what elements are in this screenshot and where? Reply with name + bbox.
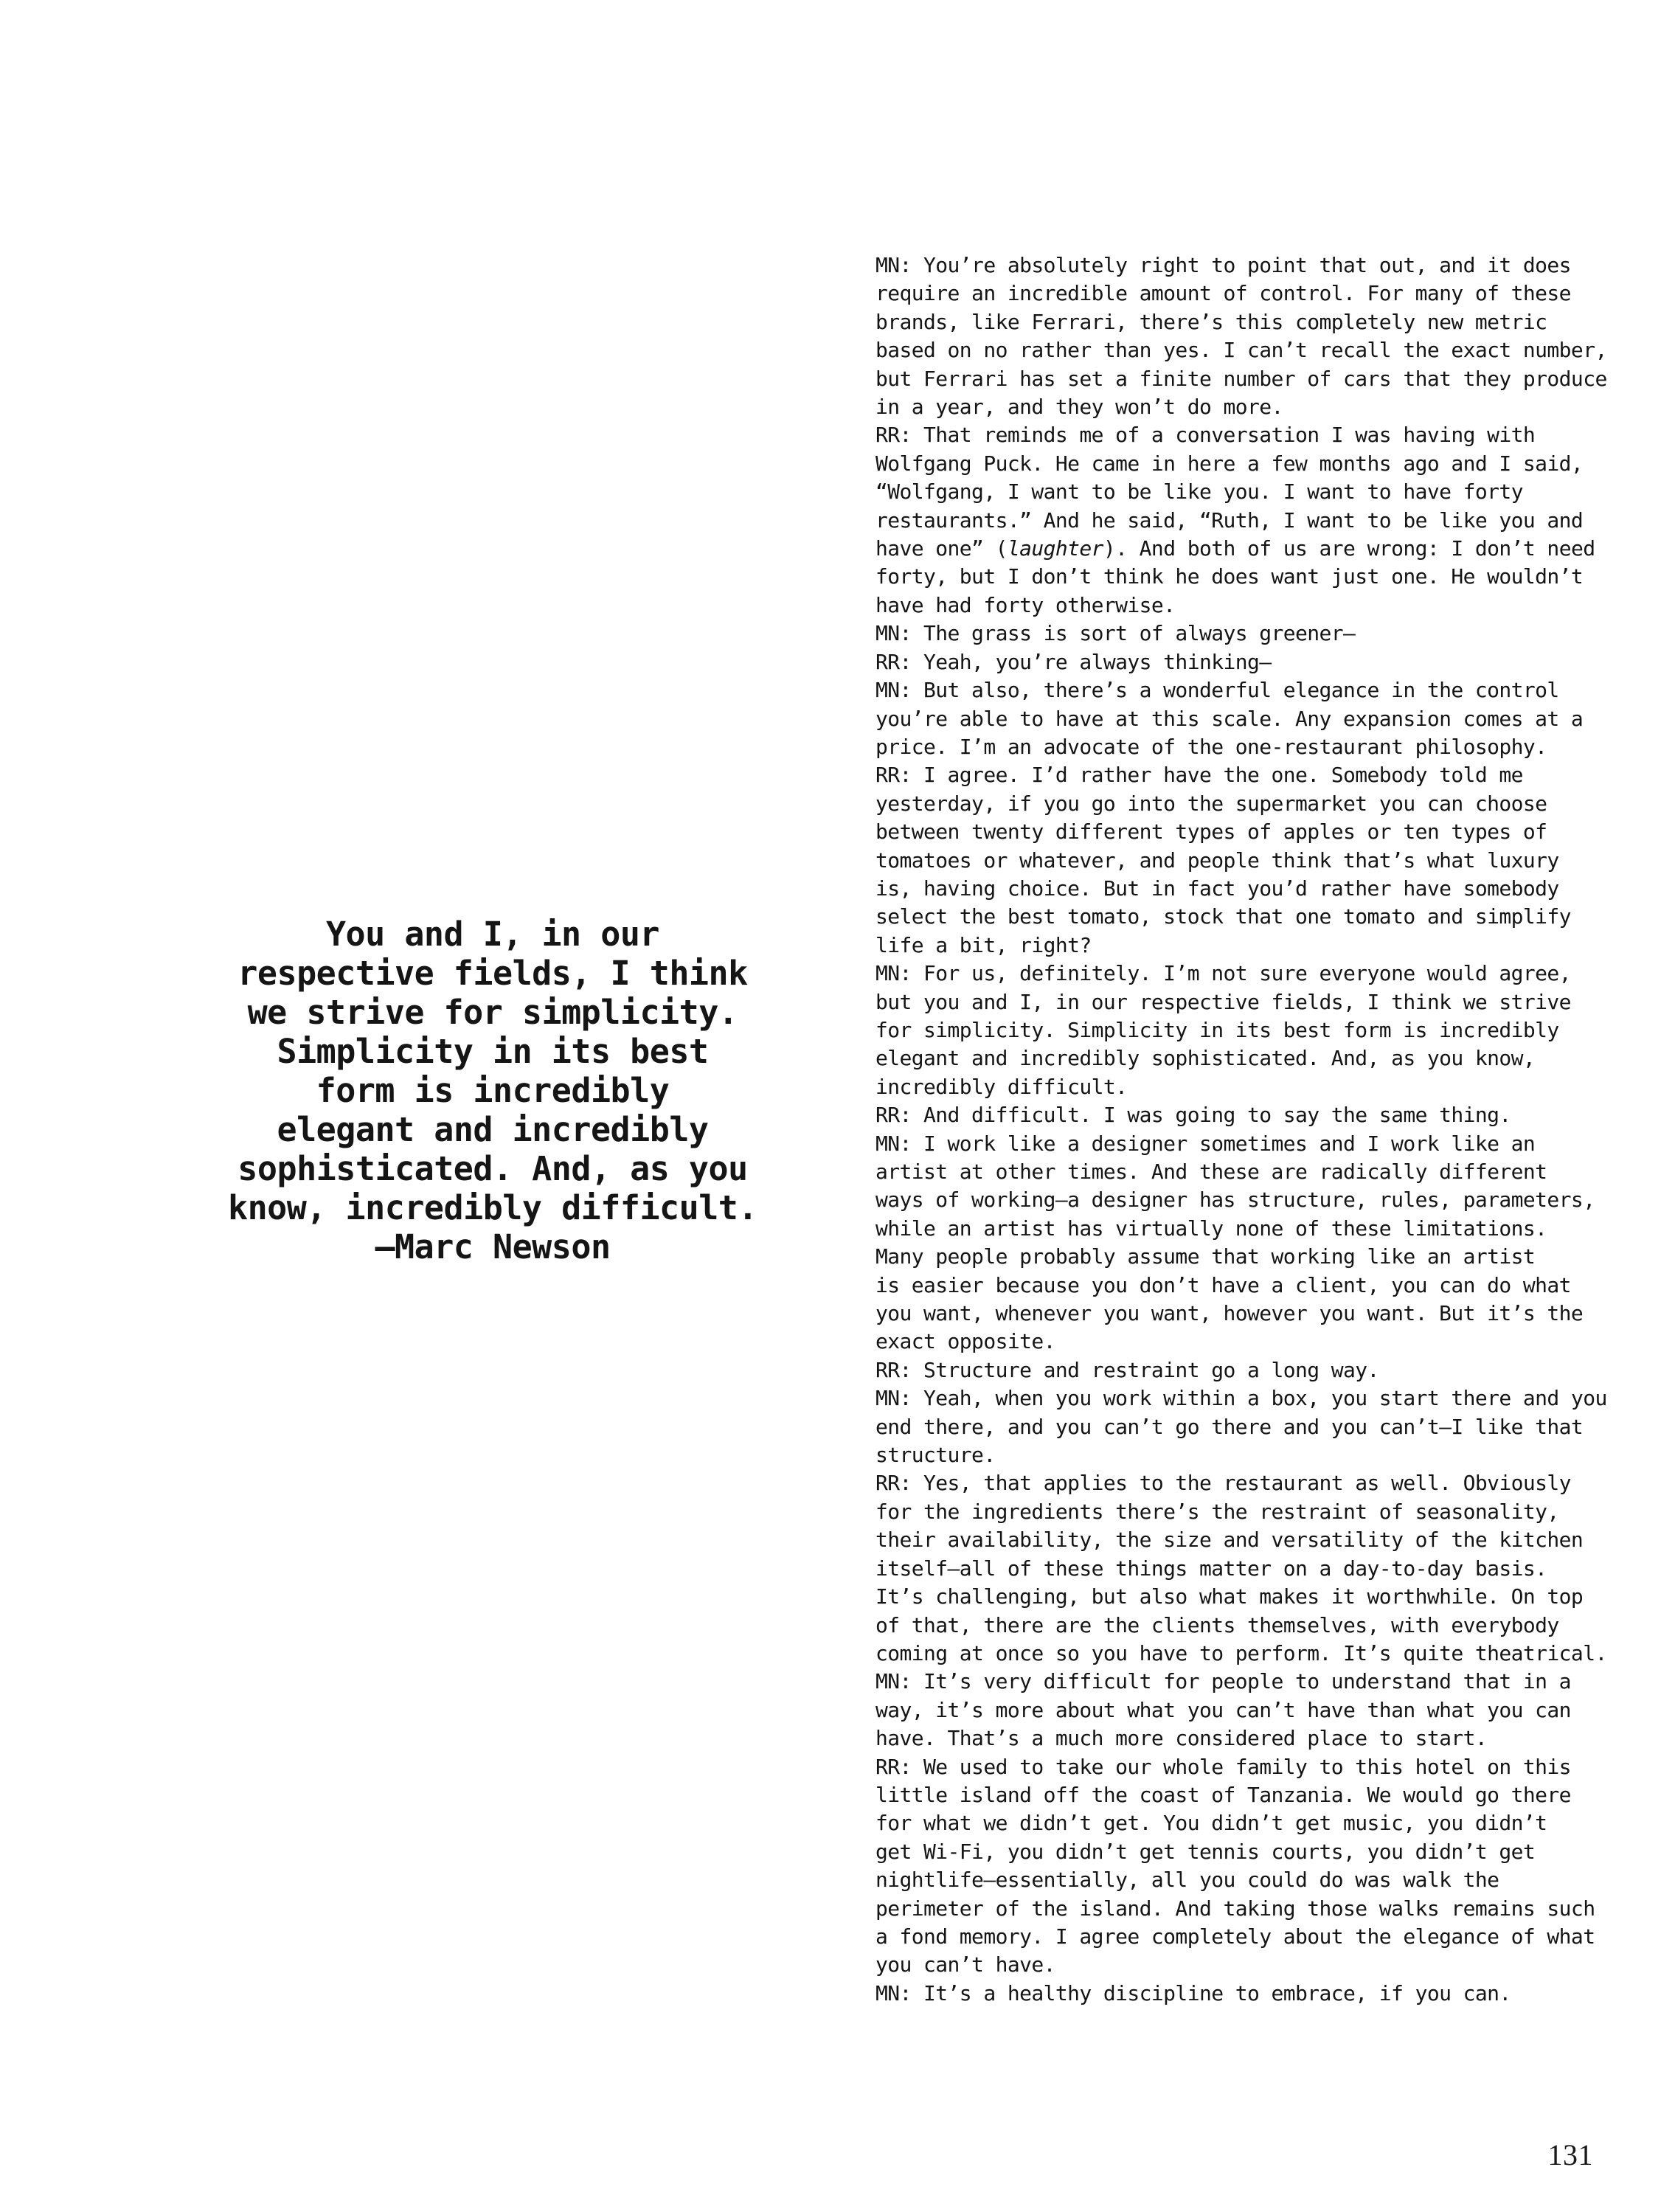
pull-quote-line: sophisticated. And, as you [237, 1149, 748, 1188]
interview-line: little island off the coast of Tanzania. We would go there [875, 1782, 1571, 1807]
interview-text [875, 252, 1623, 2008]
interview-line: select the best tomato, stock that one tomato and simplify [875, 904, 1571, 929]
interview-line: you can’t have. [875, 1952, 1055, 1977]
interview-line: MN: The grass is sort of always greener— [875, 621, 1356, 646]
interview-line: for simplicity. Simplicity in its best form is incredibly [875, 1017, 1559, 1042]
interview-line: RR: And difficult. I was going to say the same thing. [875, 1103, 1511, 1128]
interview-line: of that, there are the clients themselves, with everybody [875, 1612, 1559, 1637]
interview-line: have. That’s a much more considered place to start. [875, 1726, 1488, 1751]
interview-line: RR: Yes, that applies to the restaurant as well. Obviously [875, 1471, 1571, 1496]
interview-line: itself—all of these things matter on a day-to-day basis. [875, 1556, 1547, 1581]
interview-line: artist at other times. And these are radically different [875, 1159, 1547, 1184]
interview-line: get Wi-Fi, you didn’t get tennis courts, you didn’t get [875, 1839, 1536, 1864]
interview-line: coming at once so you have to perform. It’s quite theatrical. [875, 1640, 1607, 1665]
interview-line: you’re able to have at this scale. Any expansion comes at a [875, 706, 1584, 731]
interview-line: MN: Yeah, when you work within a box, you start there and you [875, 1386, 1607, 1411]
pull-quote-line: know, incredibly difficult. [228, 1188, 757, 1227]
interview-line: is easier because you don’t have a client, you can do what [875, 1272, 1571, 1297]
pull-quote-line: Simplicity in its best [277, 1032, 709, 1071]
interview-line: based on no rather than yes. I can’t recall the exact number, [875, 338, 1607, 363]
interview-line: their availability, the size and versatility of the kitchen [875, 1528, 1584, 1553]
interview-line: in a year, and they won’t do more. [875, 395, 1283, 420]
interview-line: price. I’m an advocate of the one-restaurant philosophy. [875, 734, 1547, 759]
interview-line: have one” (laughter). And both of us are wrong: I don’t need [875, 536, 1595, 561]
interview-line: yesterday, if you go into the supermarket you can choose [875, 791, 1547, 816]
interview-line: Wolfgang Puck. He came in here a few months ago and I said, [875, 451, 1584, 476]
interview-line: for what we didn’t get. You didn’t get music, you didn’t [875, 1811, 1547, 1836]
pull-quote-line: elegant and incredibly [277, 1110, 709, 1149]
interview-line: while an artist has virtually none of these limitations. [875, 1216, 1547, 1241]
interview-line: Many people probably assume that working like an artist [875, 1244, 1536, 1269]
pull-quote-line: respective fields, I think [237, 954, 748, 993]
interview-line: MN: It’s a healthy discipline to embrace, if you can. [875, 1980, 1511, 2005]
interview-line: you want, whenever you want, however you want. But it’s the [875, 1301, 1584, 1326]
interview-line: way, it’s more about what you can’t have than what you can [875, 1697, 1571, 1722]
interview-line: MN: It’s very difficult for people to understand that in a [875, 1669, 1571, 1694]
interview-line: RR: We used to take our whole family to this hotel on this [875, 1754, 1571, 1779]
italic-phrase: laughter [1007, 536, 1103, 561]
pull-quote [161, 915, 825, 1266]
interview-line: RR: Yeah, you’re always thinking— [875, 649, 1272, 674]
interview-line: end there, and you can’t go there and you can’t—I like that [875, 1414, 1584, 1439]
pull-quote-lines [161, 915, 825, 1227]
interview-line: perimeter of the island. And taking those walks remains such [875, 1896, 1595, 1921]
interview-line: is, having choice. But in fact you’d rather have somebody [875, 876, 1559, 901]
interview-line: but Ferrari has set a finite number of cars that they produce [875, 366, 1607, 391]
interview-line: elegant and incredibly sophisticated. And, as you know, [875, 1046, 1536, 1071]
pull-quote-line: we strive for simplicity. [247, 993, 738, 1032]
interview-line: tomatoes or whatever, and people think that’s what luxury [875, 847, 1559, 873]
interview-line: brands, like Ferrari, there’s this completely new metric [875, 309, 1547, 334]
interview-line: have had forty otherwise. [875, 592, 1176, 617]
interview-line: life a bit, right? [875, 932, 1092, 957]
interview-line: but you and I, in our respective fields, I think we strive [875, 989, 1571, 1014]
interview-line: for the ingredients there’s the restraint of seasonality, [875, 1499, 1559, 1524]
page-number: 131 [1547, 2138, 1593, 2171]
interview-line: MN: You’re absolutely right to point that out, and it does [875, 253, 1571, 277]
interview-line: RR: Structure and restraint go a long way. [875, 1357, 1379, 1382]
interview-line: nightlife—essentially, all you could do was walk the [875, 1868, 1499, 1893]
interview-line: require an incredible amount of control. For many of these [875, 281, 1571, 306]
pull-quote-line: form is incredibly [316, 1071, 670, 1110]
quote-attribution: —Marc Newson [375, 1227, 611, 1266]
interview-line: RR: That reminds me of a conversation I was having with [875, 423, 1536, 448]
interview-line: “Wolfgang, I want to be like you. I want to have forty [875, 479, 1523, 505]
interview-line: MN: For us, definitely. I’m not sure everyone would agree, [875, 961, 1571, 986]
interview-line: between twenty different types of apples or ten types of [875, 819, 1547, 845]
pull-quote-line: You and I, in our [325, 915, 660, 954]
interview-line: MN: I work like a designer sometimes and I work like an [875, 1131, 1536, 1156]
interview-line: RR: I agree. I’d rather have the one. Somebody told me [875, 763, 1523, 788]
interview-line: forty, but I don’t think he does want just one. He wouldn’t [875, 564, 1584, 589]
interview-line: ways of working—a designer has structure, rules, parameters, [875, 1188, 1595, 1213]
interview-line: a fond memory. I agree completely about the elegance of what [875, 1924, 1595, 1949]
interview-line: restaurants.” And he said, “Ruth, I want to be like you and [875, 507, 1584, 533]
interview-line: structure. [875, 1443, 996, 1468]
interview-line: incredibly difficult. [875, 1074, 1128, 1099]
interview-line: MN: But also, there’s a wonderful elegance in the control [875, 678, 1559, 703]
interview-line: It’s challenging, but also what makes it worthwhile. On top [875, 1584, 1584, 1609]
interview-line: exact opposite. [875, 1329, 1055, 1354]
